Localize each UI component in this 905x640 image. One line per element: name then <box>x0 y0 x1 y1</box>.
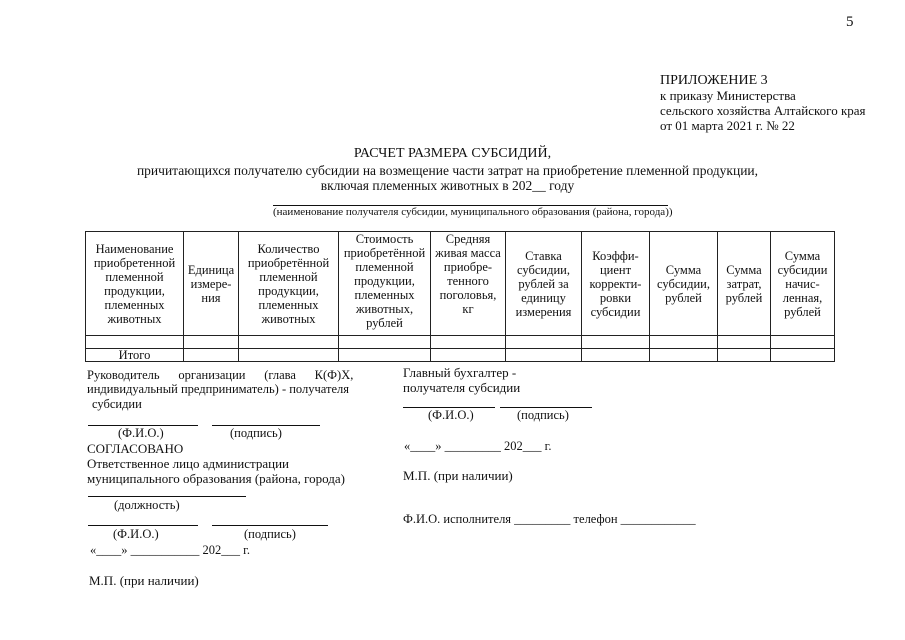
table-cell[interactable] <box>771 336 835 349</box>
stamp-right: М.П. (при наличии) <box>403 468 513 483</box>
header-unit: Единица измере-ния <box>184 232 239 336</box>
executor-and-phone: Ф.И.О. исполнителя _________ телефон ____________ <box>403 512 696 526</box>
document-subtitle-line-2: включая племенных животных в 202__ году <box>320 178 575 193</box>
header-product-name: Наименование приобретенной племенной продукции, племенных животных <box>86 232 184 336</box>
table-row <box>86 336 835 349</box>
fio-caption: (Ф.И.О.) <box>118 426 164 440</box>
document-subtitle-line-1: причитающихся получателю субсидии на возмещение части затрат на приобретение племенной продукции, <box>136 163 759 178</box>
head-of-organization-line-3: субсидии <box>92 397 142 411</box>
table-cell[interactable] <box>184 349 239 362</box>
admin-fio-caption: (Ф.И.О.) <box>113 527 159 541</box>
page-number: 5 <box>846 14 854 30</box>
header-subsidy-sum: Сумма субсидии, рублей <box>650 232 718 336</box>
head-of-organization-line-2: индивидуальный предприниматель) - получателя <box>87 382 349 396</box>
header-accrued-subsidy: Сумма субсидии начис-ленная, рублей <box>771 232 835 336</box>
header-quantity: Количество приобретённой племенной продукции, племенных животных <box>239 232 339 336</box>
table-cell[interactable] <box>431 336 506 349</box>
appendix-line-1: к приказу Министерства <box>660 88 796 103</box>
table-cell[interactable] <box>184 336 239 349</box>
appendix-title: ПРИЛОЖЕНИЕ 3 <box>660 73 768 88</box>
table-cell[interactable] <box>718 336 771 349</box>
appendix-line-3: от 01 марта 2021 г. № 22 <box>660 118 795 133</box>
table-cell[interactable] <box>718 349 771 362</box>
table-cell[interactable] <box>771 349 835 362</box>
table-cell[interactable] <box>86 336 184 349</box>
table-header-row <box>86 232 835 336</box>
table-cell[interactable] <box>339 336 431 349</box>
admin-signature-line <box>212 525 328 526</box>
admin-responsible-line-1: Ответственное лицо администрации <box>87 456 290 471</box>
stamp-left: М.П. (при наличии) <box>89 573 199 588</box>
agreed-label: СОГЛАСОВАНО <box>87 441 184 456</box>
chief-accountant-line-1: Главный бухгалтер - <box>403 365 517 380</box>
position-caption: (должность) <box>114 498 180 512</box>
recipient-name-caption: (наименование получателя субсидии, муниципального образования (района, города)) <box>273 206 673 218</box>
appendix-line-2: сельского хозяйства Алтайского края <box>660 103 866 118</box>
position-line <box>88 496 246 497</box>
admin-signature-caption: (подпись) <box>244 527 296 541</box>
chief-accountant-line-2: получателя субсидии <box>403 380 521 395</box>
table-cell[interactable] <box>582 349 650 362</box>
header-cost: Стоимость приобретённой племенной продукции, племенных животных, рублей <box>339 232 431 336</box>
head-of-organization-line-1: Руководитель организации (глава К(Ф)Х, <box>87 368 354 382</box>
table-cell[interactable] <box>431 349 506 362</box>
accountant-signature-caption: (подпись) <box>517 408 569 422</box>
table-cell[interactable] <box>650 349 718 362</box>
admin-responsible-line-2: муниципального образования (района, города) <box>87 471 345 486</box>
table-cell[interactable] <box>582 336 650 349</box>
total-label: Итого <box>86 349 184 362</box>
document-title: РАСЧЕТ РАЗМЕРА СУБСИДИЙ, <box>353 146 552 161</box>
header-subsidy-rate: Ставка субсидии, рублей за единицу измерения <box>506 232 582 336</box>
admin-fio-line <box>88 525 198 526</box>
header-correction-coefficient: Коэффи-циент корректи-ровки субсидии <box>582 232 650 336</box>
appendix-block <box>660 73 866 133</box>
table-cell[interactable] <box>506 336 582 349</box>
signature-caption: (подпись) <box>230 426 282 440</box>
accountant-fio-caption: (Ф.И.О.) <box>428 408 474 422</box>
table-cell[interactable] <box>506 349 582 362</box>
date-left: «____» ___________ 202___ г. <box>90 543 250 557</box>
table-cell[interactable] <box>339 349 431 362</box>
header-average-weight: Средняя живая масса приобре-тенного поголовья, кг <box>431 232 506 336</box>
table-cell[interactable] <box>650 336 718 349</box>
date-right: «____» _________ 202___ г. <box>404 439 552 453</box>
header-cost-sum: Сумма затрат, рублей <box>718 232 771 336</box>
subsidy-calculation-table <box>85 231 835 362</box>
total-row <box>86 349 835 362</box>
table-cell[interactable] <box>239 349 339 362</box>
table-cell[interactable] <box>239 336 339 349</box>
